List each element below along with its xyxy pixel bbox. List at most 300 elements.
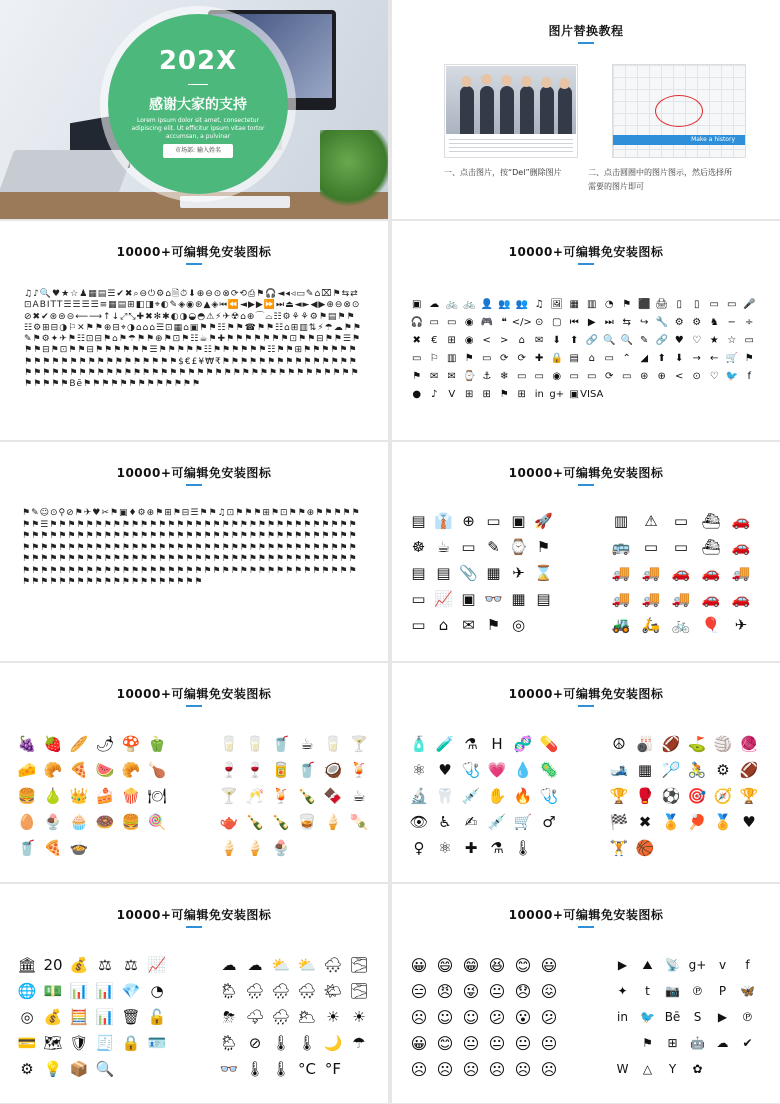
icon-s10b-18 (610, 1030, 635, 1056)
icons-title: 10000+可编辑免安装图标 (508, 466, 664, 480)
icon-s10b-8: 📷 (665, 984, 680, 998)
icon-s7b-19: 🍾 (245, 813, 265, 831)
icon-s4-98: 🐦 (725, 370, 738, 382)
icon-s8a-19: ♿ (438, 813, 452, 831)
icon-s10b-23: ✔ (742, 1036, 753, 1050)
icon-grid-social (610, 952, 760, 1082)
icon-s7b-4: 🥛 (323, 735, 343, 753)
icon-s9a-19: 🗺 (43, 1034, 63, 1052)
icon-s9a-23: 🪪 (147, 1034, 167, 1052)
icon-s4-18: ▭ (727, 298, 737, 310)
icons-title: 10000+可编辑免安装图标 (508, 687, 664, 701)
icon-s7a-16: 🍿 (121, 787, 141, 805)
icon-s6a-25: ⌂ (438, 616, 449, 634)
icon-s9b-1: ☁ (247, 956, 263, 974)
icon-s7b-15: 🍾 (297, 787, 317, 805)
icon-s10a-22: 😐 (514, 1033, 532, 1053)
icon-s8b-8: 🏸 (661, 761, 681, 779)
icon-s8a-2: ⚗ (464, 735, 478, 753)
icon-s4-110: VISA (580, 388, 604, 400)
icon-s9b-26: 🌡 (271, 1060, 291, 1078)
icon-s7a-14: 👑 (69, 787, 89, 805)
icon-s4-19: 🎤 (743, 298, 756, 310)
icon-s4-103: ⊞ (465, 388, 474, 400)
icon-s8a-27: ⚗ (490, 839, 504, 857)
icon-s6a-21: 👓 (484, 590, 503, 608)
icon-s9b-24: 👓 (219, 1060, 239, 1078)
icon-s4-34: 🔧 (655, 316, 668, 328)
icon-s10b-17: ℗ (741, 1010, 754, 1024)
icon-s6a-22: ▦ (511, 590, 526, 608)
icon-s4-108: g+ (549, 388, 565, 400)
slide-icons-10 (392, 884, 780, 1103)
icon-s9b-18: 🌦 (219, 1034, 239, 1052)
icon-s4-49: ⬆ (570, 334, 579, 346)
laptop-image (0, 150, 134, 195)
icon-s4-62: ▥ (447, 352, 457, 364)
icon-s4-36: ⚙ (692, 316, 702, 328)
icon-s4-69: ▤ (569, 352, 579, 364)
icon-s9b-21: 🌡 (297, 1034, 317, 1052)
icon-s4-4: 👤 (480, 298, 493, 310)
icon-s10a-8: 😜 (462, 981, 480, 1001)
icon-s4-26: </> (511, 316, 532, 328)
cover-lorem: Lorem ipsum dolor sit amet, consectetur adipiscing elit. Ut efficitur ipsum vitae tortor accumsan, a pulvinar (131, 117, 265, 140)
icon-s4-65: ⟳ (500, 352, 509, 364)
icon-s4-89: ▭ (569, 370, 579, 382)
icon-s7b-9: 🥤 (297, 761, 317, 779)
icon-s9a-21: 🧾 (95, 1034, 115, 1052)
icon-s10b-1: ⛰ (642, 957, 653, 972)
icon-s8a-7: ♥ (438, 761, 452, 779)
icon-s4-76: → (692, 352, 701, 364)
icon-s9a-4: ⚖ (124, 956, 138, 974)
icon-s10a-23: 😐 (540, 1033, 558, 1053)
icon-s9a-22: 🔒 (121, 1034, 141, 1052)
icon-s9a-20: 🛡 (69, 1034, 89, 1052)
icon-s6b-16: 🚚 (641, 590, 661, 608)
icon-grid-sports (606, 731, 766, 861)
icon-s8b-2: 🏈 (661, 735, 681, 753)
icon-s4-21: ▭ (429, 316, 439, 328)
presenter-button[interactable]: 市场部: 输入姓名 (163, 144, 233, 158)
icon-s4-24: 🎮 (480, 316, 493, 328)
icon-s6b-7: ▭ (673, 538, 689, 556)
icon-s4-47: ✉ (535, 334, 544, 346)
icon-s6b-9: 🚗 (731, 538, 751, 556)
icon-s6b-18: 🚗 (701, 590, 721, 608)
icon-s4-77: ← (710, 352, 719, 364)
icon-grid-medical (406, 731, 566, 861)
icon-s9a-26: 📦 (69, 1060, 89, 1078)
icon-s6a-1: 👔 (434, 512, 453, 530)
icon-s4-86: ▭ (517, 370, 527, 382)
icon-s6a-27: ⚑ (486, 616, 501, 634)
icon-s10a-26: ☹ (462, 1059, 480, 1079)
icon-s4-3: 🚲 (463, 298, 476, 310)
icon-s10a-9: 😐 (488, 981, 506, 1001)
icon-s4-45: > (500, 334, 509, 346)
icon-s9a-0: 🏛 (17, 956, 37, 974)
icon-s10a-4: 😊 (514, 955, 532, 975)
icon-s9b-13: 🌩 (245, 1008, 265, 1026)
icon-s6b-22: 🚲 (671, 616, 691, 634)
icon-s9b-8: 🌧 (271, 982, 291, 1000)
icon-s7b-20: 🍾 (271, 813, 291, 831)
icon-s10a-5: 😃 (540, 955, 558, 975)
icon-s4-66: ⟳ (517, 352, 526, 364)
icon-s10a-29: ☹ (540, 1059, 558, 1079)
icon-s4-57: ★ (709, 334, 719, 346)
icon-s4-23: ◉ (464, 316, 474, 328)
icon-s4-17: ▭ (709, 298, 719, 310)
icon-s8b-24: 🏋 (609, 839, 629, 857)
icon-s10b-5: f (745, 958, 750, 972)
icon-s6b-15: 🚚 (611, 590, 631, 608)
icon-s9b-0: ☁ (221, 956, 237, 974)
icon-s10b-6: ✦ (617, 984, 628, 998)
icon-s6a-26: ✉ (462, 616, 475, 634)
icon-s10b-19: ⚑ (642, 1036, 653, 1050)
icon-s4-13: ⬛ (638, 298, 651, 310)
icon-s4-88: ◉ (552, 370, 562, 382)
icon-s6b-2: ▭ (673, 512, 689, 530)
icon-s4-8: 🖼 (550, 298, 564, 310)
icon-s8a-6: ⚛ (412, 761, 426, 779)
icon-s10b-24: W (616, 1062, 629, 1076)
icon-s4-9: ▦ (569, 298, 579, 310)
tutorial-image-people[interactable] (444, 64, 578, 158)
icon-s4-101: ♪ (431, 388, 438, 400)
icon-s8a-13: 🦷 (435, 787, 455, 805)
icon-s4-2: 🚲 (445, 298, 458, 310)
icon-s10b-9: ℗ (691, 984, 704, 998)
cover-divider (188, 84, 208, 85)
icon-s7b-12: 🍸 (219, 787, 239, 805)
icon-s10a-3: 😆 (488, 955, 506, 975)
icon-s9b-27: °C (298, 1060, 316, 1078)
icon-s7b-10: 🥥 (323, 761, 343, 779)
icon-s8b-12: 🏆 (609, 787, 629, 805)
icon-s6b-21: 🛵 (641, 616, 661, 634)
icon-s4-87: ▭ (534, 370, 544, 382)
icon-s4-28: ▢ (552, 316, 562, 328)
icon-s4-12: ⚑ (622, 298, 632, 310)
icon-s4-102: V (448, 388, 456, 400)
icon-s7b-17: ☕ (352, 787, 366, 805)
icon-s4-37: ♞ (709, 316, 719, 328)
icons-title: 10000+可编辑免安装图标 (508, 245, 664, 259)
icon-s7b-11: 🍹 (349, 761, 369, 779)
icon-s4-109: ▣ (569, 388, 579, 400)
icon-s8a-1: 🧪 (435, 735, 455, 753)
icons-title: 10000+可编辑免安装图标 (116, 245, 272, 259)
dense-icon-grid: ⚑✎☺⊙⚲⊘⚑✈♥✂⚑▣♦⚙⊕⚑⊞⚑⊟☰⚑⚑♫⊡⚑⚑⚑⊞⚑⊡⚑⚑⊕⚑⚑⚑⚑⚑⚑⚑☰⚑⚑⚑⚑⚑⚑⚑⚑⚑⚑⚑⚑⚑⚑⚑⚑⚑⚑⚑⚑⚑⚑⚑⚑⚑⚑⚑⚑⚑⚑⚑⚑⚑⚑⚑⚑⚑⚑⚑⚑⚑⚑⚑⚑⚑⚑⚑⚑⚑⚑⚑⚑⚑⚑⚑⚑⚑⚑⚑⚑⚑⚑⚑⚑⚑⚑⚑⚑⚑⚑⚑⚑⚑⚑⚑⚑⚑⚑⚑⚑⚑⚑⚑⚑⚑⚑⚑⚑⚑⚑⚑⚑⚑⚑⚑⚑⚑⚑⚑⚑⚑⚑⚑⚑⚑⚑⚑⚑⚑⚑⚑⚑⚑⚑⚑⚑⚑⚑⚑⚑⚑⚑⚑⚑⚑⚑⚑⚑⚑⚑⚑⚑⚑⚑⚑⚑⚑⚑⚑⚑⚑⚑⚑⚑⚑⚑⚑⚑⚑⚑⚑⚑⚑⚑⚑⚑⚑⚑⚑⚑⚑⚑⚑⚑⚑⚑⚑⚑⚑⚑⚑⚑⚑⚑⚑⚑⚑⚑⚑⚑⚑⚑⚑⚑⚑⚑⚑⚑⚑⚑⚑⚑⚑⚑⚑⚑⚑⚑⚑⚑⚑⚑ (22, 508, 361, 587)
icon-s7a-25: 🍕 (43, 839, 63, 857)
icon-s10a-2: 😁 (462, 955, 480, 975)
icon-s10b-3: g+ (688, 958, 707, 972)
icon-s8b-22: 🏅 (713, 813, 733, 831)
icon-s9a-2: 💰 (69, 956, 89, 974)
icon-s7a-17: 🍽 (147, 787, 167, 805)
icon-s10b-2: 📡 (665, 958, 680, 972)
icon-s4-94: ⊕ (657, 370, 666, 382)
icon-s4-55: ♥ (674, 334, 684, 346)
icon-s4-31: ⏭ (604, 316, 614, 328)
icon-s4-39: ÷ (745, 316, 754, 328)
icon-s10b-7: t (645, 984, 650, 998)
icon-s6b-10: 🚚 (611, 564, 631, 582)
icon-s10b-22: ☁ (716, 1036, 729, 1050)
icon-s4-38: − (727, 316, 736, 328)
icon-s9a-15: 📊 (95, 1008, 115, 1026)
icon-s8b-20: 🏅 (661, 813, 681, 831)
icon-s10a-1: 😄 (436, 955, 454, 975)
icon-s8a-10: 💧 (513, 761, 533, 779)
icon-s4-107: in (534, 388, 544, 400)
icon-s4-44: < (482, 334, 491, 346)
icon-s4-67: ✚ (535, 352, 544, 364)
icon-s4-80: ⚑ (412, 370, 422, 382)
icon-s4-60: ▭ (412, 352, 422, 364)
icon-s4-27: ⊙ (535, 316, 544, 328)
icon-s7a-18: 🥚 (17, 813, 37, 831)
icon-s10a-18: 😀 (410, 1033, 428, 1053)
icon-s9a-7: 💵 (43, 982, 63, 1000)
icon-s6a-17: ⌛ (534, 564, 553, 582)
slide-cover (0, 0, 388, 219)
icon-s4-91: ⟳ (605, 370, 614, 382)
icon-s9a-12: ◎ (20, 1008, 34, 1026)
icon-grid-drinks (216, 731, 376, 861)
icon-s4-42: ⊞ (447, 334, 456, 346)
icon-s9b-11: 🌫 (349, 982, 369, 1000)
icon-s6a-14: 📎 (459, 564, 478, 582)
icon-s4-10: ▥ (587, 298, 597, 310)
slide-icons-6 (392, 442, 780, 661)
icon-s4-43: ◉ (464, 334, 474, 346)
icon-s9b-22: 🌙 (323, 1034, 343, 1052)
icon-s10b-10: P (718, 984, 727, 998)
icon-s6a-5: 🚀 (534, 512, 553, 530)
icon-s4-75: ⬇ (675, 352, 684, 364)
icon-s6a-9: ✎ (487, 538, 500, 556)
icon-s7a-26: 🍲 (69, 839, 89, 857)
icon-grid-emoji (406, 952, 566, 1082)
icon-s4-72: ⌃ (622, 352, 631, 364)
dense-icon-grid: ♫♪🔍♥★☆♟▦▤☰✔✖⌕⊖⏻⚙⌂🗎⏱⬇⊕⊖⊙⊗⟳⟲⎙⚑🎧◄◂◃▭✎⌂⌧⚑⇆⇄⊡ABITT☰☰☰☰≡▦▤⊞◧◨⌖◐✎◈◉⊛▲◈⏮⏪◄▶▶⏩⏭⏏◄►◀▶⊕⊖⊗⊙⊘✖✔⊛⊜⊝⟵⟶↑↓⤢⤡✚✖✻✱◐◑◒◓⚠⚡✈☢⌂⊕⌒⌓☷⚙⚘⚘⚙⚑▤⚑⚑☷⚙⊞⊟◑⚐✕⚑⚑⊕⊟⌖◑⌂⌂⌂☰⊡▦⌂▣⚑⚑☷⚑⚑☎⚑⚑☷⌂⊞▥⇅⚡☂☁⚑⚑✎⚑⚙✦✈⚑☷⊡⊟⚑⌂⚑☂⚑⚑⊕⚑⊡⚑☷☕⚑✚⚑⚑⚑⚑⚑⚑⚑⊡⚑⚑⊟⚑⚑☰⚑⚑⚑⊟⚑⊡⚑⚑⊟⚑⚑⚑⚑⚑⚑☰⚑⚑⚑⚑⚑☷⚑⚑⚑⚑⚑⚑☷⚑⚑⊞⚑⚑⚑⚑⚑⚑⚑⚑⚑⚑⚑⚑⚑⚑⚑⚑⚑⚑⚑⚑⚑⚑⚑$€£¥₩₹⚑⚑⚑⚑⚑⚑⚑⚑⚑⚑⚑⚑⚑⚑⚑⚑⚑⚑⚑⚑⚑⚑⚑⚑⚑⚑⚑⚑⚑⚑⚑⚑⚑⚑⚑⚑⚑⚑⚑⚑⚑⚑⚑⚑⚑⚑⚑⚑⚑⚑⚑⚑⚑⚑⚑⚑⚑Bē⚑⚑⚑⚑⚑⚑⚑⚑⚑⚑⚑⚑⚑ (24, 289, 362, 390)
icon-s6b-3: ⛴ (701, 512, 721, 530)
icon-s4-84: ⚓ (482, 370, 492, 382)
icon-s4-7: ♫ (534, 298, 544, 310)
red-circle-highlight (655, 95, 703, 127)
icon-s7a-22: 🍔 (121, 813, 141, 831)
icon-s7a-19: 🍨 (43, 813, 63, 831)
icon-s4-22: ▭ (447, 316, 457, 328)
icon-s10a-12: ☹ (410, 1007, 428, 1027)
icon-s9b-3: ⛅ (297, 956, 317, 974)
icon-s10a-7: 😠 (436, 981, 454, 1001)
icon-s8a-18: 👁 (409, 813, 429, 831)
slide-tutorial (392, 0, 780, 219)
icon-s9a-8: 📊 (69, 982, 89, 1000)
icon-s8b-18: 🏁 (609, 813, 629, 831)
icon-s9a-13: 💰 (43, 1008, 63, 1026)
icon-s7b-25: 🍦 (245, 839, 265, 857)
icon-s7a-20: 🧁 (69, 813, 89, 831)
icon-s4-82: ✉ (447, 370, 456, 382)
icon-s6b-24: ✈ (734, 616, 748, 634)
icon-s8a-26: ✚ (464, 839, 478, 857)
icon-s4-41: € (431, 334, 438, 346)
icon-s9a-25: 💡 (43, 1060, 63, 1078)
icon-s10a-10: 😞 (514, 981, 532, 1001)
icon-s7a-24: 🥤 (17, 839, 37, 857)
tutorial-title: 图片替换教程 (548, 24, 624, 38)
icon-s4-0: ▣ (412, 298, 422, 310)
icon-s6b-5: 🚌 (611, 538, 631, 556)
icon-s9b-14: 🌧 (271, 1008, 291, 1026)
icon-s4-104: ⊞ (482, 388, 491, 400)
icon-s8b-7: ▦ (637, 761, 653, 779)
icon-s7b-26: 🍨 (271, 839, 291, 857)
icon-s4-33: ↪ (640, 316, 649, 328)
icon-s8b-11: 🏈 (739, 761, 759, 779)
icon-s9b-23: ☂ (352, 1034, 366, 1052)
icon-s7b-18: 🫖 (219, 813, 239, 831)
icon-s4-51: 🔍 (603, 334, 616, 346)
icon-s10b-25: △ (642, 1062, 653, 1076)
icon-s6a-24: ▭ (411, 616, 426, 634)
icon-s7b-13: 🥂 (245, 787, 265, 805)
icon-s10b-15: S (693, 1010, 702, 1024)
icon-s4-40: ✖ (412, 334, 421, 346)
icons-title: 10000+可编辑免安装图标 (116, 466, 272, 480)
icon-s6b-20: 🚜 (611, 616, 631, 634)
icon-s10b-12: in (617, 1010, 628, 1024)
icon-s8a-22: 🛒 (513, 813, 533, 831)
icons-title: 10000+可编辑免安装图标 (116, 687, 272, 701)
icon-s9b-16: ☀ (326, 1008, 340, 1026)
icon-s4-50: 🔗 (585, 334, 598, 346)
icon-s6a-18: ▭ (411, 590, 426, 608)
icon-s8a-12: 🔬 (409, 787, 429, 805)
icon-s7a-6: 🧀 (17, 761, 37, 779)
tutorial-image-placeholder[interactable]: Make a history (612, 64, 746, 158)
icon-s8a-16: 🔥 (513, 787, 533, 805)
icon-s6a-13: ▤ (436, 564, 451, 582)
icon-s9b-17: ☀ (352, 1008, 366, 1026)
icon-s4-52: 🔍 (620, 334, 633, 346)
icon-s9b-12: ⛈ (222, 1008, 235, 1026)
icon-s9a-27: 🔍 (95, 1060, 115, 1078)
icon-s4-70: ⌂ (588, 352, 595, 364)
icon-s7a-12: 🍔 (17, 787, 37, 805)
icon-s4-6: 👥 (515, 298, 528, 310)
icon-s9b-6: 🌦 (219, 982, 239, 1000)
icon-s10b-26: Y (668, 1062, 677, 1076)
icon-s8a-5: 💊 (539, 735, 559, 753)
icon-s8b-5: 🧶 (739, 735, 759, 753)
icon-s7b-7: 🍷 (245, 761, 265, 779)
icon-s10a-17: 😕 (540, 1007, 558, 1027)
icon-s9a-18: 💳 (17, 1034, 37, 1052)
icon-s6b-13: 🚗 (701, 564, 721, 582)
icon-s8a-0: 🧴 (409, 735, 429, 753)
icon-s8b-21: 🏓 (687, 813, 707, 831)
icon-s8b-15: 🎯 (687, 787, 707, 805)
icon-s6b-23: 🎈 (701, 616, 721, 634)
icon-s8b-13: 🥊 (635, 787, 655, 805)
icon-s10a-24: ☹ (410, 1059, 428, 1079)
icon-s4-106: ⊞ (517, 388, 526, 400)
icon-s9a-24: ⚙ (20, 1060, 34, 1078)
icon-s6a-11: ⚑ (536, 538, 551, 556)
slide-icons-5 (0, 442, 388, 661)
icon-s8b-1: 🎳 (635, 735, 655, 753)
title-underline (578, 42, 594, 44)
icon-s7a-10: 🥐 (121, 761, 141, 779)
icon-s8a-25: ⚛ (438, 839, 452, 857)
icons-title: 10000+可编辑免安装图标 (116, 908, 272, 922)
icon-grid-left (406, 508, 556, 638)
icon-s4-30: ▶ (587, 316, 596, 328)
icon-s6b-19: 🚗 (731, 590, 751, 608)
icon-s4-16: ▯ (693, 298, 700, 310)
icon-s10a-15: 😕 (488, 1007, 506, 1027)
icon-s6a-23: ▤ (536, 590, 551, 608)
icon-s10b-16: ▶ (717, 1010, 728, 1024)
icon-s8b-0: ☮ (612, 735, 626, 753)
icon-s8b-4: 🏐 (713, 735, 733, 753)
icon-s6a-10: ⌚ (509, 538, 528, 556)
slide-icons-4 (392, 221, 780, 440)
icon-s4-32: ⇆ (622, 316, 631, 328)
icon-s4-14: 🖨 (655, 298, 669, 310)
icon-s10b-21: 🤖 (690, 1036, 705, 1050)
icon-s10b-0: ▶ (617, 958, 628, 972)
icon-s10a-27: ☹ (488, 1059, 506, 1079)
icon-s4-5: 👥 (498, 298, 511, 310)
icon-s8b-17: 🏆 (739, 787, 759, 805)
icon-s8a-15: ✋ (487, 787, 507, 805)
icon-s4-79: ⚑ (744, 352, 754, 364)
icon-s7a-23: 🍭 (147, 813, 167, 831)
icon-s4-92: ▭ (622, 370, 632, 382)
icon-s9a-5: 📈 (147, 956, 167, 974)
icon-s10a-19: 😊 (436, 1033, 454, 1053)
icon-s7a-5: 🫑 (147, 735, 167, 753)
icon-s4-11: ◔ (604, 298, 614, 310)
icon-s9b-7: 🌧 (245, 982, 265, 1000)
icon-s8b-19: ✖ (638, 813, 652, 831)
icon-s7a-8: 🍕 (69, 761, 89, 779)
icon-s4-61: ⚐ (429, 352, 439, 364)
icon-s7a-0: 🍇 (17, 735, 37, 753)
icon-s6b-0: ▥ (613, 512, 629, 530)
icon-s6b-12: 🚗 (671, 564, 691, 582)
icon-s8a-14: 💉 (461, 787, 481, 805)
icon-s8b-9: 🚴 (687, 761, 707, 779)
icon-s8a-8: 🩺 (461, 761, 481, 779)
icon-s9b-28: °F (324, 1060, 342, 1078)
icon-s7b-24: 🍦 (219, 839, 239, 857)
icon-s4-85: ❄ (500, 370, 509, 382)
icon-s4-95: < (675, 370, 684, 382)
icon-s9b-5: 🌫 (349, 956, 369, 974)
icon-s4-25: ❝ (501, 316, 507, 328)
plant (320, 130, 388, 210)
